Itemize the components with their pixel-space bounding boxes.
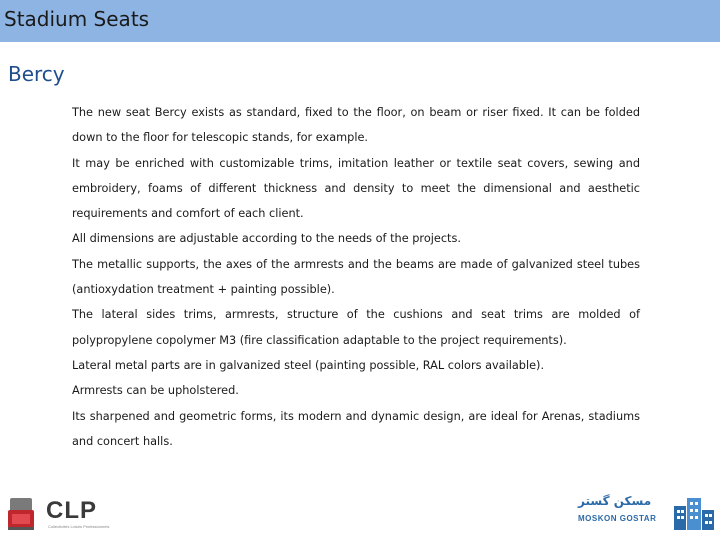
paragraph-mounting: The new seat Bercy exists as standard, fixed to the floor, on beam or riser fixed. It can be folded down to the floor for telescopic stands, for example. <box>72 106 640 145</box>
moskon-gostar-arabic-name: مسكن گستر <box>578 494 652 508</box>
paragraph-design: Its sharpened and geometric forms, its modern and dynamic design, are ideal for Arenas, stadiums and concert halls. <box>72 409 640 448</box>
section-title: Bercy <box>8 62 65 86</box>
header-bar <box>0 0 720 42</box>
description-body <box>72 100 640 454</box>
clp-logo <box>6 494 116 534</box>
paragraph-materials: The lateral sides trims, armrests, structure of the cushions and seat trims are molded of polypropylene copolymer M3 (fire classification adaptable to the project requirements). <box>72 308 640 347</box>
moskon-gostar-latin-name: MOSKON GOSTAR <box>578 514 657 523</box>
clp-seat-logo-icon <box>6 496 38 532</box>
moskon-gostar-logo <box>572 494 718 536</box>
paragraph-dimensions: All dimensions are adjustable according to the needs of the projects. <box>72 232 461 246</box>
clp-logo-name: CLP <box>46 497 97 524</box>
moskon-gostar-building-icon <box>672 496 716 532</box>
paragraph-customization: It may be enriched with customizable trims, imitation leather or textile seat covers, sewing and embroidery, foams of different thickness and density to meet the dimensional and aesthetic requirements and comfort of each client. <box>72 156 640 221</box>
paragraph-lateral-parts: Lateral metal parts are in galvanized steel (painting possible, RAL colors available). <box>72 358 545 372</box>
paragraph-metal-supports: The metallic supports, the axes of the armrests and the beams are made of galvanized steel tubes (antioxydation treatment + painting possible). <box>72 257 640 297</box>
page-title: Stadium Seats <box>4 7 150 31</box>
paragraph-armrests: Armrests can be upholstered. <box>72 384 239 398</box>
clp-logo-tagline: Collectivités Loisirs Professionnels <box>48 524 110 529</box>
